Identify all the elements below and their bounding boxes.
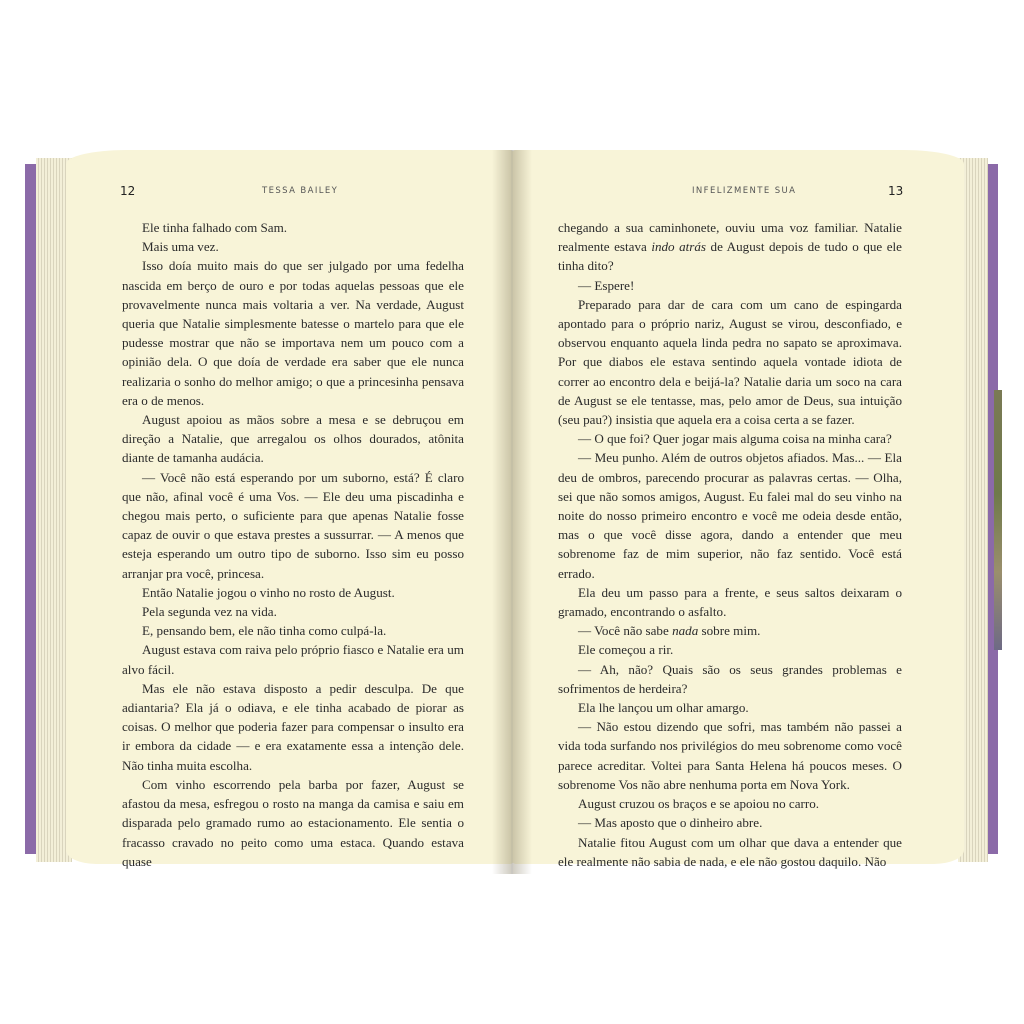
right-page-text — [558, 218, 902, 871]
right-running-head: INFELIZMENTE SUA — [692, 186, 797, 196]
paragraph: Natalie fitou August com um olhar que dava a entender que ele realmente não sabia de nada, e ele não gostou daquilo. Não — [558, 834, 902, 869]
paragraph: — Ah, não? Quais são os seus grandes problemas e sofrimentos de herdeira? — [558, 661, 902, 696]
right-page-number: 13 — [888, 184, 904, 198]
paragraph: — O que foi? Quer jogar mais alguma coisa na minha cara? — [578, 431, 892, 447]
text-run: chegando a sua caminhonete, ouviu uma voz familiar. Natalie realmente estava — [558, 220, 902, 255]
text-run: de August depois de tudo o que ele tinha dito? — [558, 239, 902, 274]
paragraph: August estava com raiva pelo próprio fiasco e Natalie era um alvo fácil. — [122, 642, 464, 677]
text-run: — Você não sabe — [578, 623, 673, 639]
paragraph: Ele começou a rir. — [578, 642, 674, 658]
paragraph: — Você não está esperando por um suborno, está? É claro que não, afinal você é uma Vos. — Ele deu uma piscadinha e chegou mais perto, o suficiente para que apenas Natalie fosse capaz de ouvir o que estava prestes a sussurrar. — A menos que esteja esperando um outro tipo de suborno. Isso sim eu posso arranjar pra você, princesa. — [122, 469, 464, 581]
paragraph: — Espere! — [578, 277, 635, 293]
left-page-number: 12 — [120, 184, 136, 198]
paragraph: Então Natalie jogou o vinho no rosto de August. — [142, 584, 395, 600]
italic-text: nada — [672, 623, 699, 639]
italic-text: indo atrás — [651, 239, 707, 255]
left-running-head: TESSA BAILEY — [262, 186, 339, 196]
paragraph: Mas ele não estava disposto a pedir desculpa. De que adiantaria? Ela já o odiava, e ele tinha acabado de piorar as coisas. O melhor que poderia fazer para compensar o insulto era ir embora da cidade — e era exatamente essa a intenção dele. Não tinha muita escolha. — [122, 680, 464, 773]
paragraph: Ela lhe lançou um olhar amargo. — [578, 700, 749, 716]
paragraph: Preparado para dar de cara com um cano de espingarda apontado para o próprio nariz, August se virou, desconfiado, e observou enquanto aquela linda pedra no sapato se aproximava. Por que diabos ele estava sentindo aquela vontade idiota de correr ao encontro dela e beijá-la? Natalie daria um soco na cara de August se ele tentasse, mas, pelo amor de Deus, sua intuição (seu pau?) insistia que aquela era a coisa certa a se fazer. — [558, 296, 902, 428]
paragraph: Ela deu um passo para a frente, e seus saltos deixaram o gramado, encontrando o asfalto. — [558, 584, 902, 620]
cover-image-edge — [994, 390, 1002, 650]
paragraph — [558, 621, 902, 640]
paragraph: Com vinho escorrendo pela barba por fazer, August se afastou da mesa, esfregou o rosto na manga da camisa e saiu em disparada pelo gramado rumo ao estacionamento. Ele sentia o fracasso cravado no peito como uma estaca. Quando estava quase — [122, 776, 464, 869]
paragraph: — Meu punho. Além de outros objetos afiados. Mas... — Ela deu de ombros, parecendo procurar as palavras certas. — Olha, sei que não somos amigos, August. Eu falei mal do seu vinho na noite do nosso primeiro encontro e você me odeia desde então, mas o que você disse agora, dando a entender que meu sobrenome faz de mim superior, não faz sentido. Você está errado. — [558, 450, 902, 581]
paragraph: — Não estou dizendo que sofri, mas também não passei a vida toda surfando nos privilégios do meu sobrenome como você parece acreditar. Voltei para Santa Helena há poucos meses. O sobrenome Vos não abre nenhuma porta em Nova York. — [558, 719, 902, 792]
paragraph: Pela segunda vez na vida. — [142, 604, 277, 620]
paragraph: August cruzou os braços e se apoiou no carro. — [578, 796, 820, 812]
paragraph: Isso doía muito mais do que ser julgado por uma fedelha nascida em berço de ouro e por todas aquelas pessoas que ele provavelmente nunca mais voltaria a ver. Na verdade, August queria que Natalie simplesmente batesse o martelo para que ele pudesse mostrar que não se importava nem um pouco com a opinião dela. O que doía de verdade era saber que ele nunca realizaria o sonho do melhor amigo; o que a princesinha pensava era o de menos. — [122, 258, 464, 408]
paragraph: Mais uma vez. — [142, 239, 219, 255]
paragraph — [558, 218, 902, 276]
paragraph: August apoiou as mãos sobre a mesa e se debruçou em direção a Natalie, que arregalou os olhos dourados, atônita diante de tamanha audácia. — [122, 412, 464, 466]
paragraph: Ele tinha falhado com Sam. — [142, 220, 288, 235]
paragraph: E, pensando bem, ele não tinha como culpá-la. — [142, 623, 387, 639]
left-page-text — [122, 218, 464, 871]
paragraph: — Mas aposto que o dinheiro abre. — [578, 815, 763, 831]
text-run: sobre mim. — [698, 623, 761, 639]
book-gutter — [492, 150, 532, 874]
